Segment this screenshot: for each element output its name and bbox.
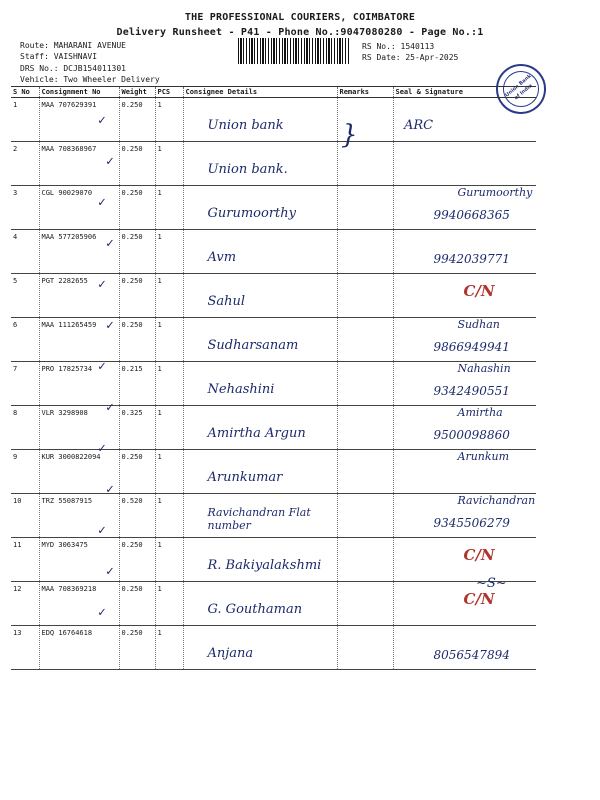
recipient-phone: 8056547894 [433,648,510,662]
recipient-signature: Amirtha [457,406,503,419]
pcs-cell: 1 [155,142,183,186]
table-row [11,494,536,538]
signature-scribble-13: ~S~ [476,576,507,591]
consignee-cell [183,274,337,318]
ca-mark: C/N [463,590,495,608]
signature-cell [393,142,536,186]
consignment-cell: EDQ 16764618 [39,626,119,670]
weight-cell: 0.250 [119,98,155,142]
sno-cell: 4 [11,230,39,274]
sno-cell: 9 [11,450,39,494]
signature-cell [393,274,536,318]
sno-cell: 3 [11,186,39,230]
route-label: Route: MAHARANI AVENUE [20,41,126,50]
consignee-name: Union bank [207,118,284,133]
remarks-cell [337,582,393,626]
sno-cell: 5 [11,274,39,318]
company-title: THE PROFESSIONAL COURIERS, COIMBATORE [184,12,416,23]
consignee-name: Union bank. [207,162,288,177]
pcs-cell: 1 [155,362,183,406]
signature-cell [393,450,536,494]
consignment-cell: MAA 707629391 [39,98,119,142]
sno-cell: 13 [11,626,39,670]
signature-cell [393,626,536,670]
table-row [11,98,536,142]
pcs-cell: 1 [155,406,183,450]
recipient-phone: 9866949941 [433,340,510,354]
consignee-name: Sahul [207,294,246,309]
weight-cell: 0.250 [119,142,155,186]
consignment-cell: PRO 17825734 [39,362,119,406]
consignment-cell: MAA 577205906 [39,230,119,274]
checkmark-icon: ✓ [98,359,106,374]
consignee-name: Avm [207,250,237,265]
pcs-cell: 1 [155,450,183,494]
ca-mark: C/N [463,546,495,564]
table-row [11,406,536,450]
col-remarks: Remarks [337,87,393,98]
remarks-cell [337,362,393,406]
recipient-phone: 9500098860 [433,428,510,442]
sno-cell: 7 [11,362,39,406]
consignee-cell [183,362,337,406]
remarks-cell [337,186,393,230]
pcs-cell: 1 [155,230,183,274]
table-row [11,230,536,274]
rs-date: RS Date: 25-Apr-2025 [362,53,459,62]
barcode [238,38,350,64]
remarks-cell [337,274,393,318]
col-sno: S No [11,87,39,98]
signature-scribble-1: ARC [404,118,434,133]
consignment-cell: CGL 90029070 [39,186,119,230]
vehicle-label: Vehicle: Two Wheeler Delivery [20,75,160,84]
consignee-name: Gurumoorthy [207,206,296,221]
checkmark-icon: ✓ [106,154,114,169]
consignee-cell [183,582,337,626]
consignment-cell: KUR 3000822094 [39,450,119,494]
recipient-phone: 9342490551 [433,384,510,398]
pcs-cell: 1 [155,582,183,626]
pcs-cell: 1 [155,274,183,318]
drs-number: DRS No.: DCJB154011301 [20,64,126,73]
consignee-cell [183,186,337,230]
consignment-cell: MAA 111265459 [39,318,119,362]
consignment-cell: TRZ 55087915 [39,494,119,538]
remarks-cell [337,626,393,670]
stamp-text: Union Bank of India [496,64,547,115]
checkmark-icon: ✓ [106,482,114,497]
sno-cell: 11 [11,538,39,582]
checkmark-icon: ✓ [106,400,114,415]
sno-cell: 2 [11,142,39,186]
checkmark-icon: ✓ [98,605,106,620]
checkmark-icon: ✓ [98,441,106,456]
checkmark-icon: ✓ [98,195,106,210]
remarks-cell [337,538,393,582]
weight-cell: 0.325 [119,406,155,450]
checkmark-icon: ✓ [106,564,114,579]
checkmark-icon: ✓ [106,236,114,251]
checkmark-icon: ✓ [98,113,106,128]
table-row [11,582,536,626]
recipient-phone: 9345506279 [433,516,510,530]
table-row [11,318,536,362]
consignment-cell: MYD 3063475 [39,538,119,582]
pcs-cell: 1 [155,626,183,670]
runsheet-table [11,86,536,670]
weight-cell: 0.250 [119,186,155,230]
rs-number: RS No.: 1540113 [362,42,435,51]
signature-cell [393,494,536,538]
signature-cell [393,186,536,230]
weight-cell: 0.250 [119,318,155,362]
table-row [11,186,536,230]
col-seal-signature: Seal & Signature [393,87,536,98]
consignee-cell [183,230,337,274]
sno-cell: 8 [11,406,39,450]
remarks-cell [337,450,393,494]
consignee-cell [183,98,337,142]
recipient-signature: Nahashin [457,362,511,375]
table-row [11,538,536,582]
consignment-cell: MAA 708369218 [39,582,119,626]
pcs-cell: 1 [155,98,183,142]
sno-cell: 10 [11,494,39,538]
table-row [11,626,536,670]
remarks-cell [337,406,393,450]
signature-cell [393,582,536,626]
sno-cell: 12 [11,582,39,626]
recipient-signature: Arunkum [457,450,510,463]
ca-mark: C/N [463,282,495,300]
consignee-name: Anjana [207,646,254,661]
weight-cell: 0.250 [119,626,155,670]
consignee-cell [183,494,337,538]
recipient-signature: Gurumoorthy [457,186,533,199]
pcs-cell: 1 [155,494,183,538]
consignee-name: G. Gouthaman [207,602,303,617]
consignee-cell [183,142,337,186]
recipient-signature: Ravichandran [457,494,536,507]
consignee-name: Ravichandran Flat number [207,506,311,532]
consignee-cell [183,450,337,494]
consignee-cell [183,318,337,362]
consignment-cell: MAA 708368967 [39,142,119,186]
remarks-cell [337,494,393,538]
col-consignee: Consignee Details [183,87,337,98]
signature-cell [393,318,536,362]
consignee-name: Amirtha Argun [207,426,306,441]
signature-cell [393,230,536,274]
weight-cell: 0.215 [119,362,155,406]
col-pcs: PCS [155,87,183,98]
weight-cell: 0.520 [119,494,155,538]
consignee-name: Sudharsanam [207,338,299,353]
weight-cell: 0.250 [119,230,155,274]
weight-cell: 0.250 [119,450,155,494]
weight-cell: 0.250 [119,538,155,582]
checkmark-icon: ✓ [106,318,114,333]
col-consignment: Consignment No [39,87,119,98]
consignee-name: R. Bakiyalakshmi [207,558,322,573]
consignee-cell [183,538,337,582]
table-row [11,142,536,186]
consignee-name: Arunkumar [207,470,283,485]
staff-label: Staff: VAISHNAVI [20,52,98,61]
recipient-phone: 9942039771 [433,252,510,266]
table-row [11,362,536,406]
pcs-cell: 1 [155,186,183,230]
consignee-name: Nehashini [207,382,275,397]
sno-cell: 1 [11,98,39,142]
consignee-cell [183,626,337,670]
remarks-cell [337,230,393,274]
checkmark-icon: ✓ [98,277,106,292]
pcs-cell: 1 [155,318,183,362]
signature-cell [393,406,536,450]
recipient-signature: Sudhan [457,318,500,331]
checkmark-icon: ✓ [98,523,106,538]
col-weight: Weight [119,87,155,98]
runsheet-title: Delivery Runsheet - P41 - Phone No.:9047080280 - Page No.:1 [116,27,484,38]
weight-cell: 0.250 [119,582,155,626]
recipient-phone: 9940668365 [433,208,510,222]
remark-bracket-mark: } [341,120,358,150]
consignee-cell [183,406,337,450]
table-header-row [11,87,536,98]
table-row [11,274,536,318]
pcs-cell: 1 [155,538,183,582]
consignment-cell: VLR 3298908 [39,406,119,450]
signature-cell [393,538,536,582]
sno-cell: 6 [11,318,39,362]
signature-cell [393,362,536,406]
remarks-cell [337,318,393,362]
table-row [11,450,536,494]
consignment-cell: PGT 2282655 [39,274,119,318]
weight-cell: 0.250 [119,274,155,318]
